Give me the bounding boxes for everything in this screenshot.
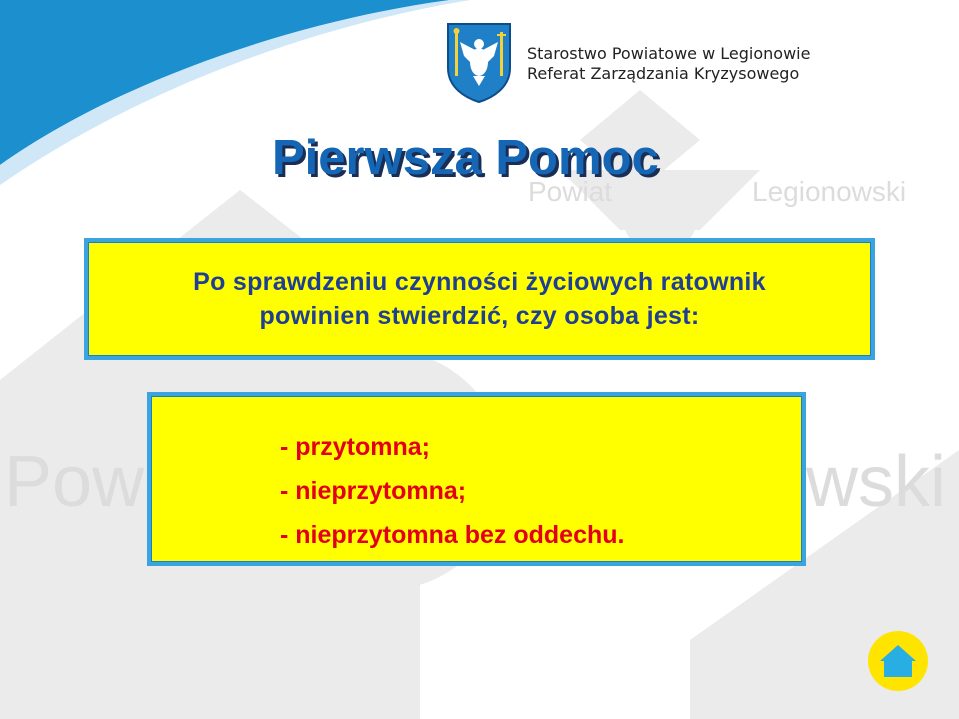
coat-of-arms-icon bbox=[446, 22, 512, 104]
status-list-box bbox=[147, 392, 806, 566]
home-button[interactable] bbox=[868, 631, 928, 691]
home-icon bbox=[878, 641, 918, 681]
list-item: - nieprzytomna; bbox=[280, 477, 467, 505]
watermark-powiat-large: Pow bbox=[4, 442, 145, 522]
department-name: Referat Zarządzania Kryzysowego bbox=[527, 64, 800, 83]
intro-box bbox=[84, 238, 875, 360]
status-list bbox=[280, 425, 624, 557]
page-title: Pierwsza Pomoc bbox=[272, 131, 659, 185]
organization-header bbox=[527, 44, 810, 84]
watermark-legionowski-large: wski bbox=[806, 442, 946, 522]
watermark-powiat-small: Powiat bbox=[528, 176, 613, 207]
organization-name: Starostwo Powiatowe w Legionowie bbox=[527, 44, 811, 63]
intro-line-1: Po sprawdzeniu czynności życiowych ratownik bbox=[193, 268, 766, 296]
list-item: - przytomna; bbox=[280, 433, 430, 461]
list-item: - nieprzytomna bez oddechu. bbox=[280, 521, 625, 549]
intro-line-2: powinien stwierdzić, czy osoba jest: bbox=[259, 302, 700, 330]
watermark-legionowski-small: Legionowski bbox=[752, 176, 907, 207]
intro-text bbox=[193, 265, 766, 333]
